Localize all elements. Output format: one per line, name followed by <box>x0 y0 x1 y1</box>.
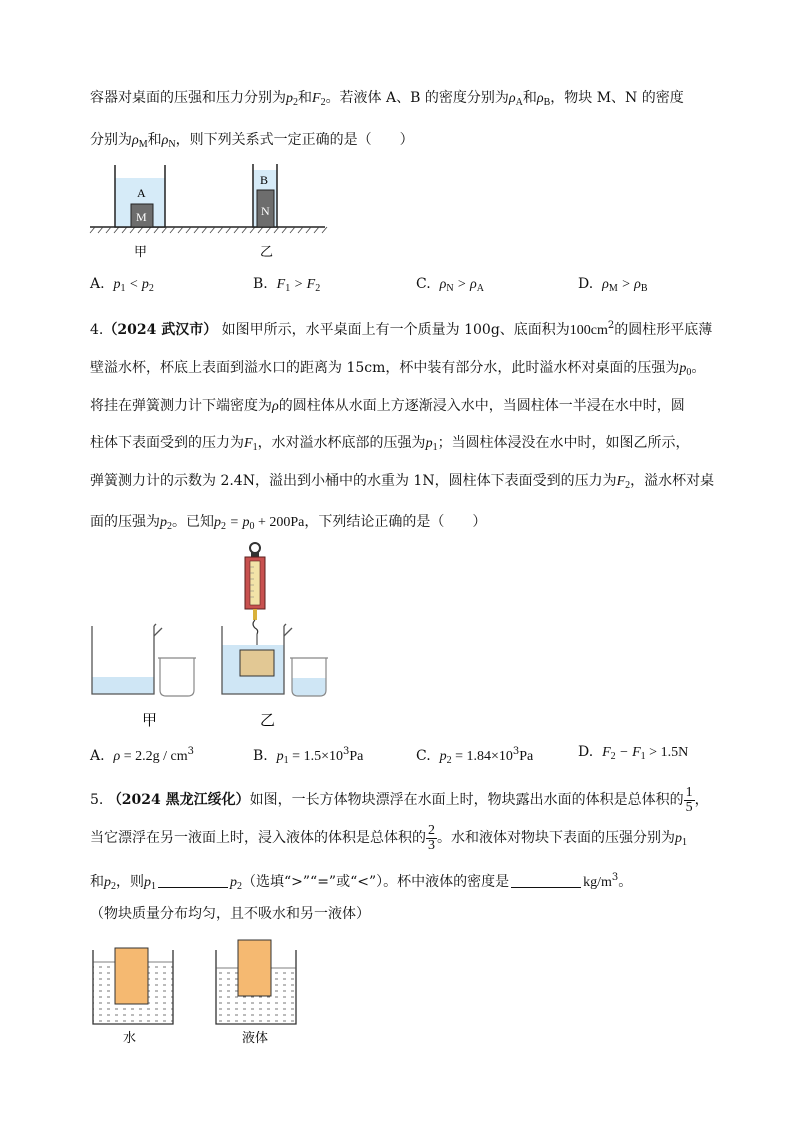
q3-line-2: 分别为$\rho_M$和$\rho_N$，则下列关系式一定正确的是（ ） <box>90 132 414 150</box>
q5-line-1: 5. （2024 黑龙江绥化）如图，一长方体物块漂浮在水面上时，物块露出水面的体积是总体积的 $\frac{1}{5}$ ， <box>90 784 709 815</box>
q4-line-2: 壁溢水杯，杯底上表面到溢水口的距离为 15cm，杯中装有部分水，此时溢水杯对桌面的压强为$p_0$。 <box>90 360 706 378</box>
q3-line-1: 容器对桌面的压强和压力分别为$p_2$和$F_2$。若液体 A、B 的密度分别为$\rho_A$和$\rho_B$，物块 M、N 的密度 <box>90 90 684 108</box>
q4-option-c: C. $p_2 = 1.84\times 10^3Pa$ <box>416 746 534 766</box>
q4-option-d: D. $F_2 - F_1 > 1.5N$ <box>578 744 689 762</box>
q5-line-4: （物块质量分布均匀，且不吸水和另一液体） <box>90 906 370 922</box>
label-a: A <box>137 186 146 200</box>
q5-line-3: 和$p_2$，则$p_1$ $p_2$（选填“>”“=”或“<”）。杯中液体的密度是 $kg/m^3$。 <box>90 872 633 892</box>
q4-option-a: A. $\rho = 2.2g / cm^3$ <box>90 746 194 764</box>
label-m: M <box>136 210 147 224</box>
q5-line-2: 当它漂浮在另一液面上时，浸入液体的体积是总体积的 $\frac{2}{3}$ 。水和液体对物块下表面的压强分别为$p_1$ <box>90 822 687 853</box>
q4-option-b: B. $p_1 = 1.5\times 10^3Pa$ <box>253 746 364 766</box>
q4-line-6: 面的压强为$p_2$。已知$p_2 = p_0 + 200Pa$，下列结论正确的是（ ） <box>90 514 487 532</box>
caption-jia: 甲 <box>142 713 158 729</box>
blank-1[interactable] <box>158 873 228 888</box>
q3-option-c: C. $\rho_N > \rho_A$ <box>416 276 484 294</box>
q3-option-d: D. $\rho_M > \rho_B$ <box>578 276 648 294</box>
caption-liquid: 液体 <box>242 1030 269 1045</box>
q4-line-3: 将挂在弹簧测力计下端密度为ρ的圆柱体从水面上方逐渐浸入水中，当圆柱体一半浸在水中时，圆 <box>90 398 685 414</box>
block-in-water <box>115 948 148 1004</box>
q4-line-5: 弹簧测力计的示数为 2.4N，溢出到小桶中的水重为 1N，圆柱体下表面受到的压力为$F_2$，溢水杯对桌 <box>90 473 715 491</box>
cylinder <box>240 650 274 676</box>
caption-jia: 甲 <box>134 244 148 259</box>
q5-figure <box>90 940 310 1050</box>
caption-yi: 乙 <box>260 244 274 259</box>
q4-figure <box>90 540 340 735</box>
q3-option-a: A. $p_1 < p_2$ <box>90 276 154 294</box>
label-b: B <box>260 173 269 187</box>
q3-figure <box>90 160 330 265</box>
block-in-liquid <box>238 940 271 996</box>
q4-line-4: 柱体下表面受到的压力为$F_1$，水对溢水杯底部的压强为$p_1$；当圆柱体浸没在水中时，如图乙所示， <box>90 435 690 453</box>
q3-option-b: B. $F_1 > F_2$ <box>253 276 321 294</box>
q4-line-1: 4.（2024 武汉市） 如图甲所示，水平桌面上有一个质量为 100g、底面积为$100cm^2$的圆柱形平底薄 <box>90 320 713 338</box>
label-n: N <box>261 204 270 218</box>
blank-2[interactable] <box>511 873 581 888</box>
caption-yi: 乙 <box>260 713 276 729</box>
caption-water: 水 <box>123 1030 137 1045</box>
